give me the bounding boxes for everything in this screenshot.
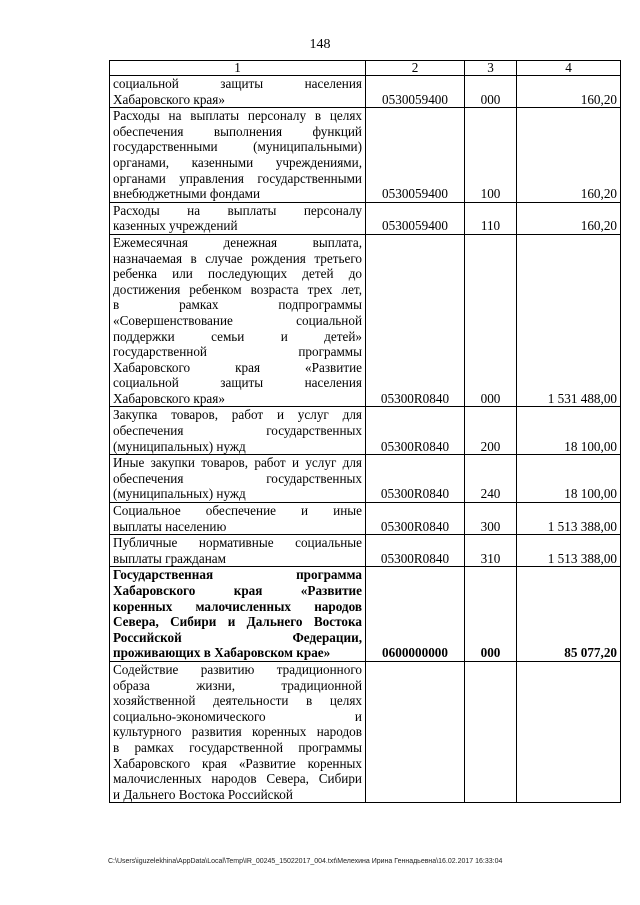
expense-group-code: 200	[465, 407, 517, 455]
description-line: хозяйственной деятельности в целях	[113, 693, 362, 709]
description-line: в рамках государственной программы	[113, 739, 362, 755]
target-article-code: 05300R0840	[366, 503, 465, 535]
amount-value: 1 513 388,00	[517, 503, 621, 535]
target-article-code: 0600000000	[366, 567, 465, 662]
table-row	[110, 202, 621, 234]
description-line: выплаты населению	[113, 518, 227, 534]
description-line: коренных малочисленных народов	[113, 598, 362, 614]
expense-group-code	[465, 661, 517, 802]
description-line: назначаемая в случае рождения третьего	[113, 250, 362, 266]
description-line: Хабаровского края»	[113, 390, 225, 406]
expense-group-code: 240	[465, 455, 517, 503]
page-number: 148	[309, 37, 331, 52]
table-row	[110, 76, 621, 108]
header-col-4: 4	[517, 61, 621, 76]
amount-value: 18 100,00	[517, 407, 621, 455]
description-line: (муниципальных) нужд	[113, 438, 246, 454]
description-line: Публичные нормативные социальные	[113, 535, 362, 551]
table-row	[110, 567, 621, 662]
row-description	[110, 661, 366, 802]
description-line: социальной защиты населения	[113, 76, 362, 91]
amount-value: 160,20	[517, 76, 621, 108]
description-line: государственными (муниципальными)	[113, 139, 362, 155]
expense-group-code: 310	[465, 535, 517, 567]
row-description	[110, 455, 366, 503]
description-line: Содействие развитию традиционного	[113, 661, 362, 677]
amount-value: 1 513 388,00	[517, 535, 621, 567]
description-line: поддержки семьи и детей»	[113, 328, 362, 344]
target-article-code: 0530059400	[366, 202, 465, 234]
table-row	[110, 661, 621, 802]
amount-value: 160,20	[517, 202, 621, 234]
target-article-code: 05300R0840	[366, 455, 465, 503]
target-article-code: 0530059400	[366, 108, 465, 203]
row-description	[110, 503, 366, 535]
description-line: органами управления государственными	[113, 170, 362, 186]
description-line: достижения ребенком возраста трех лет,	[113, 281, 362, 297]
description-line: Расходы на выплаты персоналу в целях	[113, 108, 362, 124]
header-col-1: 1	[110, 61, 366, 76]
expense-group-code: 110	[465, 202, 517, 234]
row-description	[110, 567, 366, 662]
expense-group-code: 300	[465, 503, 517, 535]
description-line: (муниципальных) нужд	[113, 486, 246, 502]
description-line: внебюджетными фондами	[113, 186, 261, 202]
description-line: Хабаровского края»	[113, 91, 225, 107]
description-line: социальной защиты населения	[113, 375, 362, 391]
description-line: Севера, Сибири и Дальнего Востока	[113, 614, 362, 630]
description-line: Хабаровского края «Развитие	[113, 583, 362, 598]
row-description	[110, 535, 366, 567]
target-article-code: 05300R0840	[366, 407, 465, 455]
table-header-row	[110, 61, 621, 76]
description-line: ребенка или последующих детей до	[113, 266, 362, 282]
row-description	[110, 108, 366, 203]
table-row	[110, 407, 621, 455]
row-description	[110, 407, 366, 455]
description-line: Закупка товаров, работ и услуг для	[113, 407, 362, 423]
header-col-2: 2	[366, 61, 465, 76]
budget-table	[109, 60, 621, 803]
expense-group-code: 000	[465, 76, 517, 108]
description-line: в рамках подпрограммы	[113, 297, 362, 313]
table-row	[110, 108, 621, 203]
description-line: казенных учреждений	[113, 218, 238, 234]
amount-value	[517, 661, 621, 802]
description-line: проживающих в Хабаровском крае»	[113, 645, 331, 661]
description-line: Государственная программа	[113, 567, 362, 583]
target-article-code: 0530059400	[366, 76, 465, 108]
description-line: социально-экономического и	[113, 708, 362, 724]
expense-group-code: 000	[465, 567, 517, 662]
target-article-code	[366, 661, 465, 802]
description-line: выплаты гражданам	[113, 550, 226, 566]
table-row	[110, 503, 621, 535]
table-row	[110, 234, 621, 407]
amount-value: 160,20	[517, 108, 621, 203]
description-line: малочисленных народов Севера, Сибири	[113, 771, 362, 787]
target-article-code: 05300R0840	[366, 234, 465, 407]
description-line: Социальное обеспечение и иные	[113, 503, 362, 519]
description-line: образа жизни, традиционной	[113, 677, 362, 693]
description-line: Российской Федерации,	[113, 629, 362, 645]
file-path-footer: C:\Users\iguzelekhina\AppData\Local\Temp\IR_00245_15022017_004.txt\Мелехина Ирина Геннадьевна\16.02.2017 16:33:04	[108, 858, 503, 865]
description-line: обеспечения выполнения функций	[113, 123, 362, 139]
description-line: Расходы на выплаты персоналу	[113, 202, 362, 218]
description-line: культурного развития коренных народов	[113, 724, 362, 740]
amount-value: 85 077,20	[517, 567, 621, 662]
description-line: обеспечения государственных	[113, 423, 362, 439]
description-line: Хабаровского края «Развитие коренных	[113, 755, 362, 771]
description-line: и Дальнего Востока Российской	[113, 786, 293, 802]
row-description	[110, 76, 366, 108]
description-line: обеспечения государственных	[113, 470, 362, 486]
target-article-code: 05300R0840	[366, 535, 465, 567]
header-col-3: 3	[465, 61, 517, 76]
row-description	[110, 234, 366, 407]
description-line: органами, казенными учреждениями,	[113, 154, 362, 170]
table-row	[110, 535, 621, 567]
description-line: Ежемесячная денежная выплата,	[113, 234, 362, 250]
expense-group-code: 000	[465, 234, 517, 407]
description-line: государственной программы	[113, 344, 362, 360]
row-description	[110, 202, 366, 234]
expense-group-code: 100	[465, 108, 517, 203]
amount-value: 1 531 488,00	[517, 234, 621, 407]
description-line: Хабаровского края «Развитие	[113, 359, 362, 375]
table-row	[110, 455, 621, 503]
description-line: Иные закупки товаров, работ и услуг для	[113, 455, 362, 471]
description-line: «Совершенствование социальной	[113, 312, 362, 328]
amount-value: 18 100,00	[517, 455, 621, 503]
